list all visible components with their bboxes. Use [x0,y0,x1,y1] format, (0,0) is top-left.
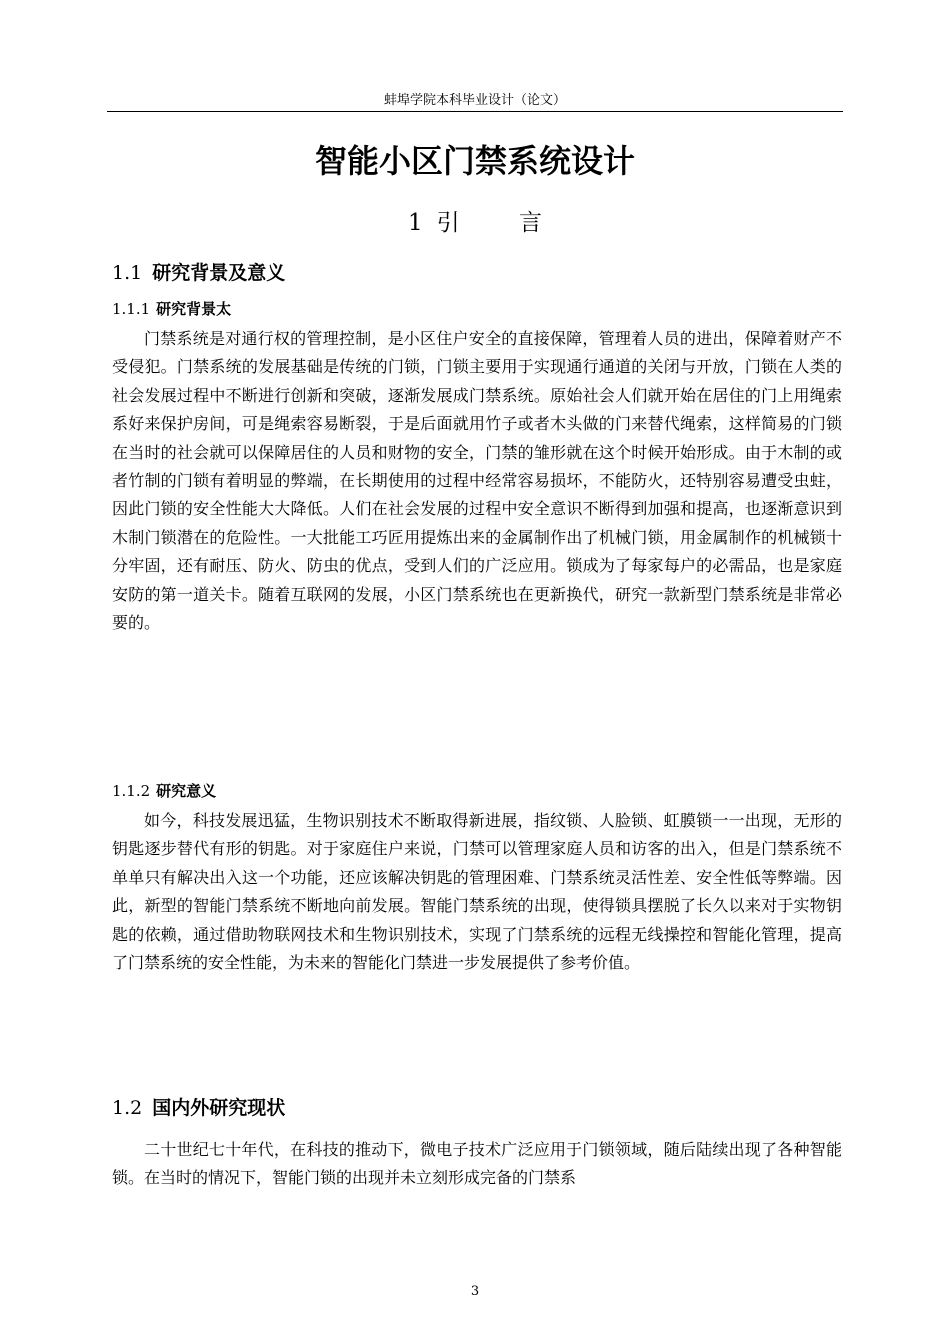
subsection-number: 1.1.2 [112,782,151,800]
subsection-heading-1-1-1 [112,297,231,321]
subsection-title: 研究背景太 [156,300,232,318]
paragraph-research-status: 二十世纪七十年代，在科技的推动下，微电子技术广泛应用于门锁领域，随后陆续出现了各种智能锁。在当时的情况下，智能门锁的出现并未立刻形成完备的门禁系 [112,1140,842,1188]
subsection-number: 1.1.1 [112,300,151,318]
section-title: 国内外研究现状 [152,1097,286,1119]
section-heading-1-2 [112,1094,285,1122]
section-title: 研究背景及意义 [152,262,286,284]
chapter-number: 1 [408,210,423,236]
section-number: 1.1 [112,262,143,284]
subsection-heading-1-1-2 [112,779,216,803]
paragraph-significance: 如今，科技发展迅猛，生物识别技术不断取得新进展，指纹锁、人脸锁、虹膜锁一一出现，无形的钥匙逐步替代有形的钥匙。对于家庭住户来说，门禁可以管理家庭人员和访客的出入，但是门禁系统不单单只有解决出入这一个功能，还应该解决钥匙的管理困难、门禁系统灵活性差、安全性低等弊端。因此，新型的智能门禁系统不断地向前发展。智能门禁系统的出现，使得锁具摆脱了长久以来对于实物钥匙的依赖，通过借助物联网技术和生物识别技术，实现了门禁系统的远程无线操控和智能化管理，提高了门禁系统的安全性能，为未来的智能化门禁进一步发展提供了参考价值。 [112,811,842,973]
subsection-title: 研究意义 [156,782,217,800]
chapter-title: 引 言 [436,210,568,236]
page-number: 3 [470,1284,480,1299]
paragraph-background: 门禁系统是对通行权的管理控制，是小区住户安全的直接保障，管理着人员的进出，保障着财产不受侵犯。门禁系统的发展基础是传统的门锁，门锁主要用于实现通行通道的关闭与开放，门锁在人类的社会发展过程中不断进行创新和突破，逐渐发展成门禁系统。原始社会人们就开始在居住的门上用绳索系好来保护房间，可是绳索容易断裂，于是后面就用竹子或者木头做的门来替代绳索，这样简易的门锁在当时的社会就可以保障居住的人员和财物的安全，门禁的雏形就在这个时候开始形成。由于木制的或者竹制的门锁有着明显的弊端，在长期使用的过程中经常容易损坏，不能防火，还特别容易遭受虫蛀，因此门锁的安全性能大大降低。人们在社会发展的过程中安全意识不断得到加强和提高，也逐渐意识到木制门锁潜在的危险性。一大批能工巧匠用提炼出来的金属制作出了机械门锁，用金属制作的机械锁十分牢固，还有耐压、防火、防虫的优点，受到人们的广泛应用。锁成为了每家每户的必需品，也是家庭安防的第一道关卡。随着互联网的发展，小区门禁系统也在更新换代，研究一款新型门禁系统是非常必要的。 [112,329,842,633]
document-title: 智能小区门禁系统设计 [314,142,635,180]
page-header [107,93,843,112]
chapter-heading [0,205,950,241]
section-number: 1.2 [112,1097,143,1119]
header-text: 蚌埠学院本科毕业设计（论文） [383,93,566,108]
section-heading-1-1 [112,259,285,287]
